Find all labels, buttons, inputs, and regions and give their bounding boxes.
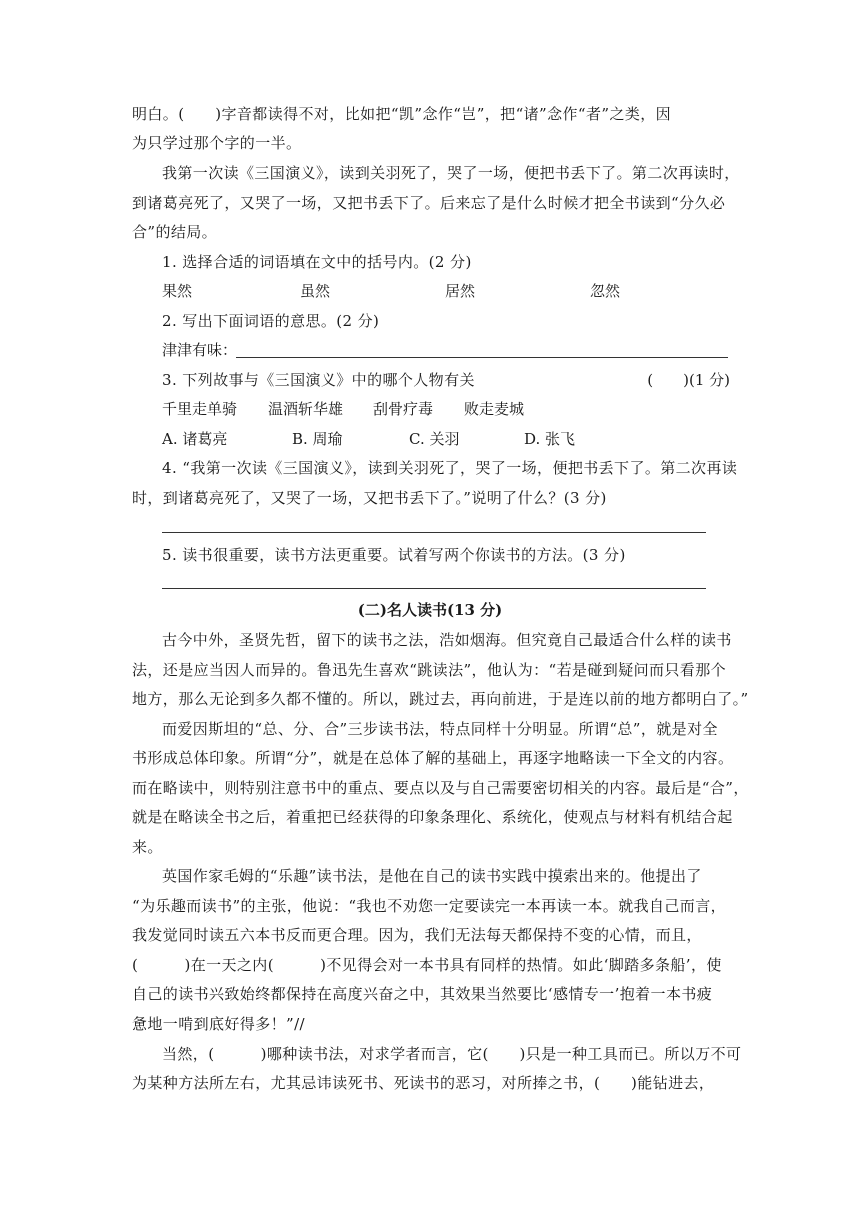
story-4: 败走麦城 [464, 400, 525, 418]
section2-line-9: 英国作家毛姆的“乐趣”读书法，是他在自己的读书实践中摸索出来的。他提出了 [162, 867, 702, 885]
section2-line-7: 就是在略读全书之后，着重把已经获得的印象条理化、系统化，使观点与材料有机结合起 [132, 808, 733, 826]
section2-line-3: 地方，那么无论到多久都不懂的。所以，跳过去，再向前进，于是连以前的地方都明白了。” [132, 690, 749, 708]
section2-line-10: “为乐趣而读书”的主张，他说：“我也不劝您一定要读完一本再读一本。就我自己而言， [132, 897, 727, 915]
section2-line-11: 我发觉同时读五六本书反而更合理。因为，我们无法每天都保持不变的心情，而且， [132, 926, 702, 944]
passage1-line-3: 我第一次读《三国演义》，读到关羽死了，哭了一场，便把书丢下了。第二次再读时， [162, 164, 740, 182]
story-3: 刮骨疗毒 [373, 400, 434, 418]
word-option-2: 虽然 [300, 282, 331, 300]
question-3: 3. 下列故事与《三国演义》中的哪个人物有关 [162, 371, 475, 389]
answer-line-q4[interactable] [162, 532, 706, 533]
question-5: 5. 读书很重要，读书方法更重要。试着写两个你读书的方法。(3 分) [162, 546, 626, 564]
section2-line-5: 书形成总体印象。所谓“分”，就是在总体了解的基础上，再逐字地略读一下全文的内容。 [132, 749, 734, 767]
passage1-line-4: 到诸葛亮死了，又哭了一场，又把书丢下了。后来忘了是什么时候才把全书读到“分久必 [132, 194, 726, 212]
section-title: (二)名人读书(13 分) [357, 601, 503, 619]
answer-line-q5[interactable] [162, 588, 706, 589]
story-2: 温酒斩华雄 [268, 400, 344, 418]
section2-line-1: 古今中外，圣贤先哲，留下的读书之法，浩如烟海。但究竟自己最适合什么样的读书 [162, 631, 732, 649]
word-option-1: 果然 [162, 282, 193, 300]
passage1-line-2: 为只学过那个字的一半。 [132, 134, 302, 152]
choice-c: C. 关羽 [409, 430, 460, 448]
section2-line-8: 来。 [132, 838, 163, 856]
question-2: 2. 写出下面词语的意思。(2 分) [162, 312, 380, 330]
word-option-3: 居然 [445, 282, 476, 300]
section2-line-14: 惫地一啃到底好得多！”// [132, 1015, 305, 1033]
question-3-score: ( )(1 分) [647, 371, 730, 389]
question-4-line-2: 时，到诸葛亮死了，又哭了一场，又把书丢下了。”说明了什么？(3 分) [132, 489, 607, 507]
answer-label: 津津有味： [162, 341, 238, 359]
answer-line-q2[interactable] [236, 357, 728, 358]
passage1-line-1: 明白。( )字音都读得不对，比如把“凯”念作“岂”，把“诸”念作“者”之类，因 [132, 105, 672, 123]
section2-line-6: 而在略读中，则特别注意书中的重点、要点以及与自己需要密切相关的内容。最后是“合”， [132, 779, 749, 797]
choice-d: D. 张飞 [524, 430, 576, 448]
section2-line-15: 当然，( )哪种读书法，对求学者而言，它( )只是一种工具而已。所以万不可 [162, 1045, 742, 1063]
passage1-line-5: 合”的结局。 [132, 223, 218, 241]
section2-line-12: ( )在一天之内( )不见得会对一本书具有同样的热情。如此‘脚踏多条船’，使 [132, 956, 722, 974]
question-4-line-1: 4. “我第一次读《三国演义》，读到关羽死了，哭了一场，便把书丢下了。第二次再读 [162, 459, 738, 477]
section2-line-16: 为某种方法所左右，尤其忌讳读死书、死读书的恶习，对所捧之书，( )能钻进去， [132, 1074, 715, 1092]
choice-b: B. 周瑜 [292, 430, 343, 448]
section2-line-4: 而爱因斯坦的“总、分、合”三步读书法，特点同样十分明显。所谓“总”，就是对全 [162, 720, 718, 738]
question-1: 1. 选择合适的词语填在文中的括号内。(2 分) [162, 253, 472, 271]
word-option-4: 忽然 [590, 282, 621, 300]
section2-line-13: 自己的读书兴致始终都保持在高度兴奋之中，其效果当然要比‘感情专一’抱着一本书疲 [132, 985, 713, 1003]
section2-line-2: 法，还是应当因人而异的。鲁迅先生喜欢“跳读法”，他认为：“若是碰到疑问而只看那个 [132, 661, 727, 679]
choice-a: A. 诸葛亮 [162, 430, 228, 448]
story-1: 千里走单骑 [162, 400, 238, 418]
